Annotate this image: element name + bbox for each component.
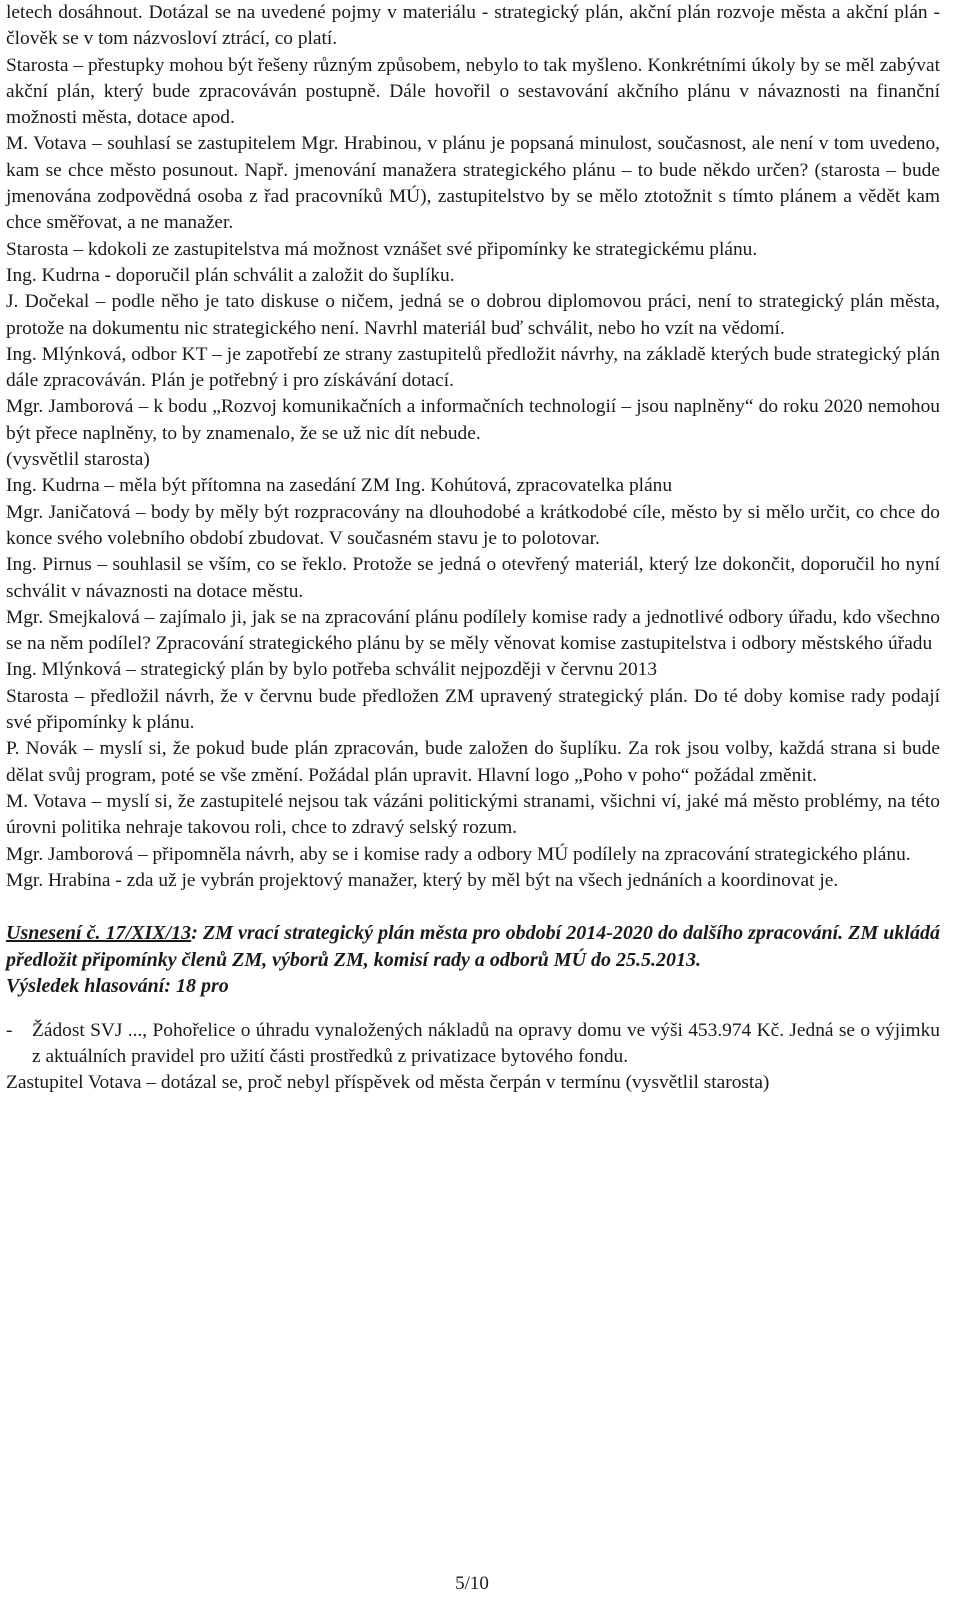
paragraph: Mgr. Jamborová – připomněla návrh, aby se i komise rady a odbory MÚ podílely na zpracování strategického plánu. <box>6 843 911 865</box>
paragraph: Mgr. Hrabina - zda už je vybrán projektový manažer, který by měl být na všech jednáních a koordinovat je. <box>6 869 839 891</box>
resolution-colon: : <box>191 922 198 945</box>
resolution-body: ZM vrací strategický plán města pro období 2014-2020 do dalšího zpracování. ZM ukládá předložit připomínky členů ZM, výborů ZM, komisí rady a odborů MÚ do 25.5.2013. <box>6 922 940 971</box>
paragraph: P. Novák – myslí si, že pokud bude plán zpracován, bude založen do šuplíku. Za rok jsou volby, každá strana si bude dělat svůj program, poté se vše změní. Požádal plán upravit. Hlavní logo „Poho v poho“ požádal změnit. <box>6 738 940 786</box>
paragraph: Ing. Kudrna - doporučil plán schválit a založit do šuplíku. <box>6 264 455 286</box>
paragraph: Mgr. Smejkalová – zajímalo ji, jak se na zpracování plánu podílely komise rady a jednotlivé odbory úřadu, kdo všechno se na něm podílel? Zpracování strategického plánu by se měly věnovat komise zastupitelstva i odbory městského úřadu <box>6 606 940 655</box>
paragraph: Ing. Kudrna – měla být přítomna na zasedání ZM Ing. Kohútová, zpracovatelka plánu <box>6 475 673 497</box>
paragraph: M. Votava – souhlasí se zastupitelem Mgr. Hrabinou, v plánu je popsaná minulost, současnost, ale není v tom uvedeno, kam se chce město posunout. Např. jmenování manažera strategického plánu – to bude někdo určen? (starosta – bude jmenována zodpovědná osoba z řad pracovníků MÚ), zastupitelstvo by se mělo ztotožnit s tímto plánem a vědět kam chce směřovat, a ne manažer. <box>6 133 940 234</box>
paragraph: Ing. Mlýnková – strategický plán by bylo potřeba schválit nejpozději v červnu 2013 <box>6 659 658 681</box>
resolution-block <box>6 920 940 1000</box>
list-item <box>6 1018 940 1071</box>
resolution-text <box>6 920 940 973</box>
document-page <box>6 0 940 1097</box>
list-item-text: Žádost SVJ ..., Pohořelice o úhradu vynaložených nákladů na opravy domu ve výši 453.974 Kč. Jedná se o výjimku z aktuálních pravidel pro užití části prostředků z privatizace bytového fondu. <box>32 1019 940 1068</box>
vote-result: Výsledek hlasování: 18 pro <box>6 975 229 998</box>
paragraph: Starosta – přestupky mohou být řešeny různým způsobem, nebylo to tak myšleno. Konkrétními úkoly by se měl zabývat akční plán, který bude zpracováván postupně. Dále hovořil o sestavování akčního plánu v návaznosti na finanční možnosti města, dotace apod. <box>6 54 940 129</box>
closing-paragraph: Zastupitel Votava – dotázal se, proč nebyl příspěvek od města čerpán v termínu (vysvětlil starosta) <box>6 1072 770 1094</box>
paragraph: Ing. Mlýnková, odbor KT – je zapotřebí ze strany zastupitelů předložit návrhy, na základě kterých bude strategický plán dále zpracováván. Plán je potřebný i pro získávání dotací. <box>6 343 940 392</box>
paragraph: (vysvětlil starosta) <box>6 449 150 471</box>
paragraph: Ing. Pirnus – souhlasil se vším, co se řeklo. Protože se jedná o otevřený materiál, který lze dokončit, doporučil ho nyní schválit v návaznosti na dotace městu. <box>6 554 940 602</box>
paragraph: Starosta – kdokoli ze zastupitelstva má možnost vznášet své připomínky ke strategickému plánu. <box>6 238 758 260</box>
paragraph: Mgr. Janičatová – body by měly být rozpracovány na dlouhodobé a krátkodobé cíle, město by si mělo určit, co chce do konce svého volebního období zbudovat. V současném stavu je to polotovar. <box>6 501 940 549</box>
paragraph: letech dosáhnout. Dotázal se na uvedené pojmy v materiálu - strategický plán, akční plán rozvoje města a akční plán - člověk se v tom názvosloví ztrácí, co platí. <box>6 2 940 50</box>
paragraph: Starosta – předložil návrh, že v červnu bude předložen ZM upravený strategický plán. Do té doby komise rady podají své připomínky k plánu. <box>6 685 940 734</box>
paragraph: M. Votava – myslí si, že zastupitelé nejsou tak vázáni politickými stranami, všichni ví, jaké má město problémy, na této úrovni politika nehraje takovou roli, chce to zdravý selský rozum. <box>6 790 940 839</box>
paragraph: Mgr. Jamborová – k bodu „Rozvoj komunikačních a informačních technologií – jsou naplněny“ do roku 2020 nemohou být přece naplněny, to by znamenalo, že se už nic dít nebude. <box>6 396 940 444</box>
bullet-marker: - <box>6 1019 13 1041</box>
page-number: 5/10 <box>455 1573 489 1594</box>
resolution-label: Usnesení č. 17/XIX/13 <box>6 922 192 945</box>
paragraph: J. Dočekal – podle něho je tato diskuse o ničem, jedná se o dobrou diplomovou práci, není to strategický plán města, protože na dokumentu nic strategického není. Navrhl materiál buď schválit, nebo ho vzít na vědomí. <box>6 291 940 339</box>
discussion-block <box>6 0 940 894</box>
